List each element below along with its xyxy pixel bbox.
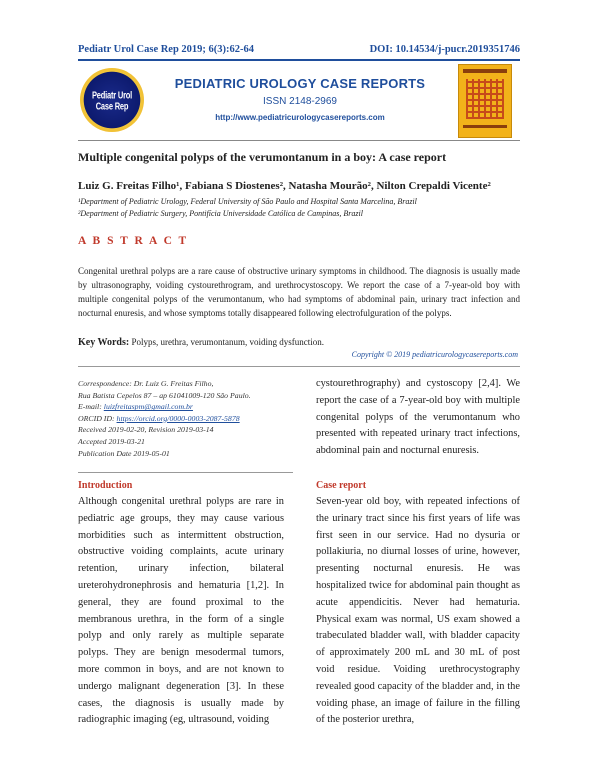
- abstract-heading: A B S T R A C T: [78, 235, 189, 247]
- affiliation-1: ¹Department of Pediatric Urology, Federal University of São Paulo and Hospital Santa Marcelina, Brazil: [78, 197, 417, 206]
- correspondence-name: Correspondence: Dr. Luiz G. Freitas Filho,: [78, 379, 214, 388]
- running-header: [78, 44, 520, 55]
- correspondence-divider: [78, 472, 293, 473]
- orcid-link[interactable]: https://orcid.org/0000-0003-2087-5878: [116, 413, 240, 423]
- keywords-label: Key Words:: [78, 337, 130, 348]
- header-divider: [78, 59, 520, 61]
- case-report-heading: Case report: [316, 480, 367, 491]
- journal-url[interactable]: http://www.pediatricurologycasereports.com: [215, 113, 385, 122]
- journal-logo: [80, 68, 144, 132]
- author-list: Luiz G. Freitas Filho¹, Fabiana S Diostenes², Natasha Mourão², Nilton Crepaldi Vicente²: [78, 180, 491, 192]
- case-report-text: Seven-year old boy, with repeated infections of the urinary tract since his first years of life was first seen in our service. Had no dysuria or pollakiuria, no diurnal losses of urine, however, presenting nocturnal enuresis. He was hospitalized twice for abdominal pain thought as acute appendicitis. Never had hematuria. Physical exam was normal, US exam showed a trabeculated bladder wall, with bladder capacity of approximately 200 mL and 30 mL of post void residue. Voiding urethrocystography revealed good capacity of the bladder and, in the voiding phase, an image of failure in the filling of the posterior urethra,: [316, 496, 520, 726]
- abstract-text: Congenital urethral polyps are a rare cause of obstructive urinary symptoms in childhood. The diagnosis is usually made by ultrasonography, voiding cystourethrogram, and urethrocystoscopy. We report the case of a 7-year-old boy with multiple congenital polyps of the verumontanum, who had symptoms of abdominal pain, urinary tract infection and nocturnal enuresis, and whose symptoms totally disappeared following electrofulguration of the polyps.: [78, 266, 520, 318]
- journal-issn: ISSN 2148-2969: [263, 96, 337, 107]
- email-link[interactable]: luizfreitaspm@gmail.com.br: [103, 402, 193, 412]
- body-text-right-top: cystourethrography) and cystoscopy [2,4]. We report the case of a 7-year-old boy with multiple congenital polyps of the verumontanum who presented with repeated urinary tract infections, abdominal pain and nocturnal enuresis.: [316, 378, 520, 457]
- copyright-notice: Copyright © 2019 pediatricurologycasereports.com: [351, 350, 518, 359]
- accepted-date: Accepted 2019-03-21: [78, 436, 145, 446]
- keywords: [78, 337, 520, 348]
- citation: Pediatr Urol Case Rep 2019; 6(3):62-64: [78, 44, 255, 55]
- correspondence-address: Rua Batista Cepelos 87 – ap 61041009-120 São Paulo.: [78, 390, 251, 400]
- introduction-text: Although congenital urethral polyps are rare in pediatric age groups, they may cause various morbidities such as intermittent obstruction, obstructive voiding complaints, acute urinary retention, urinary infection, bilateral ureterohydronephrosis and hematuria [1,2]. In general, they are found proximal to the membranous urethra, in the form of a single polyp and only rarely as multiple separate polyps. They are benign mesodermal tumors, more common in boys, and are not known to undergo malignant degeneration [3]. In these cases, the diagnosis is usually made by radiographic imaging (eg, ultrasound, voiding: [78, 496, 284, 726]
- affiliation-2: ²Department of Pediatric Surgery, Pontifícia Universidade Católica de Campinas, Brazil: [78, 209, 363, 218]
- logo-text: Pediatr Urol Case Rep: [91, 88, 133, 112]
- abstract-divider: [78, 366, 520, 367]
- email-label: E-mail:: [78, 402, 102, 412]
- correspondence-block: [78, 378, 293, 459]
- journal-title: PEDIATRIC UROLOGY CASE REPORTS: [174, 76, 426, 91]
- journal-cover-image: [458, 64, 512, 138]
- masthead-divider: [78, 140, 520, 141]
- publication-date: Publication Date 2019-05-01: [78, 448, 170, 458]
- received-date: Received 2019-02-20, Revision 2019-03-14: [78, 425, 214, 435]
- orcid-label: ORCID ID:: [78, 413, 115, 423]
- introduction-heading: Introduction: [78, 480, 133, 491]
- doi: DOI: 10.14534/j-pucr.2019351746: [369, 44, 520, 55]
- keywords-list: Polyps, urethra, verumontanum, voiding dysfunction.: [131, 337, 324, 347]
- article-title: Multiple congenital polyps of the verumontanum in a boy: A case report: [78, 150, 447, 164]
